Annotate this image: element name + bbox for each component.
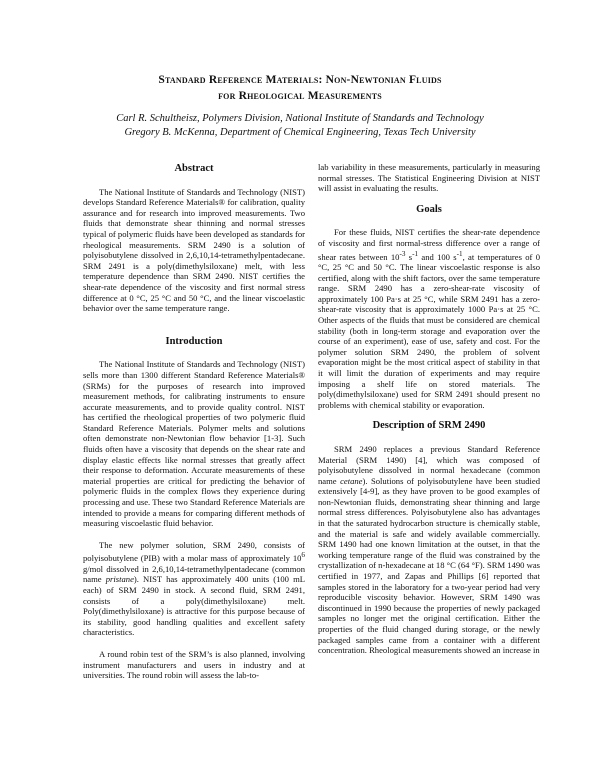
introduction-paragraph-1: The National Institute of Standards and Technology (NIST) sells more than 1300 different Standard Reference Materials® (SRMs) for the purposes of research into improved measurement methods, for calibrating instruments to ensure accurate measurements, and to provide quality control. NIST has certified the rheological properties of two polymeric fluid Standard Reference Materials. Polymer melts and solutions often demonstrate non-Newtonian flow behavior [1-3]. Such fluids often have a viscosity that depends on the shear rate and display elastic effects like normal stresses that greatly affect their response to deformation. Accurate measurements of these material properties are critical for predicting the behavior of polymeric fluids in the complex flows they experience during processing and use. These two Standard Reference Materials are intended to provide a means for comparing different methods of measuring viscoelastic fluid behavior.	[83, 359, 305, 529]
right-column	[318, 162, 540, 667]
left-column	[83, 160, 305, 692]
introduction-heading: Introduction	[165, 335, 223, 347]
title-line-2: for Rheological Measurements	[218, 90, 382, 102]
paper-title	[40, 72, 560, 104]
introduction-paragraph-3-continued: lab variability in these measurements, particularly in measuring normal stresses. The Statistical Engineering Division at NIST will assist in evaluating the results.	[318, 162, 540, 194]
introduction-paragraph-3: A round robin test of the SRM’s is also planned, involving instrument manufacturers and users in industry and at universities. The round robin will assess the lab-to-	[83, 649, 305, 681]
abstract-heading: Abstract	[174, 163, 214, 174]
title-line-1: Standard Reference Materials: Non-Newtonian Fluids	[158, 74, 442, 86]
description-heading: Description of SRM 2490	[372, 420, 486, 432]
introduction-paragraph-2: The new polymer solution, SRM 2490, consists of polyisobutylene (PIB) with a molar mass of approximately $10^6$ g/mol dissolved in 2,6,10,14-tetramethylpentadecane (common name pristane). NIST has approximately 400 units (100 mL each) of SRM 2490 in stock. A second fluid, SRM 2491, consists of a poly(dimethylsiloxane) melt. Poly(dimethylsiloxane) is attractive for this purpose because of its stability, good handling qualities and excellent safety characteristics.	[83, 539, 306, 638]
goals-paragraph: For these fluids, NIST certifies the shear-rate dependence of viscosity and first normal-stress difference over a range of shear rates between $10^{-3}$ $s^{-1}$ and 100 $s^{-1}$, at temperatures of 0 °C, 25 °C and 50 °C. The linear viscoelastic response is also certified, along with the shift factors, over the same temperature range. SRM 2490 has a zero-shear-rate viscosity of approximately 100 Pa·s at 25 °C, while SRM 2491 has a zero-shear-rate viscosity that is approximately 1000 Pa·s at 25 °C. Other aspects of the fluids that must be considered are chemical stability (both in long-term storage and evaporation over the course of an experiment), ease of use, safety and cost. For the polymer solution SRM 2490, the problem of solvent evaporation might be the most critical aspect of stability in that it will limit the duration of experiments and may require imposing a shelf life on stored materials. The poly(dimethylsiloxane) used for SRM 2491 should present no problems with chemical stability or evaporation.	[318, 227, 541, 410]
author-line-1: Carl R. Schultheisz, Polymers Division, National Institute of Standards and Technology	[116, 113, 484, 124]
description-paragraph: SRM 2490 replaces a previous Standard Reference Material (SRM 1490) [4], which was composed of polyisobutylene dissolved in normal hexadecane (common name cetane). Solutions of polyisobutylene have been studied extensively [4-9], as they have proven to be good examples of non-Newtonian fluids, demonstrating shear thinning and large normal stress differences. Polyisobutylene also has advantages in that the saturated hydrocarbon structure is chemically stable, and the material is safe and widely available commercially. SRM 1490 had one known limitation at the outset, in that the working temperature range of the fluid was constrained by the crystallization of n-hexadecane at 18 °C (64 °F). SRM 1490 was certified in 1977, and Zapas and Phillips [6] reported that samples stored in the laboratory for a two-year period had very reproducible viscosity behavior. However, SRM 1490 was discontinued in 1990 because the properties of newly packaged samples no longer met the original certification. Either the properties of the fluid changed during storage, or the newly packaged samples came from a container with a different concentration. Rheological measurements showed an increase in	[318, 443, 540, 656]
abstract-paragraph: The National Institute of Standards and Technology (NIST) develops Standard Reference Materials® for calibration, quality assurance and for research into improved measurements. Two fluids that demonstrate shear thinning and normal stresses typical of polymeric fluids have been developed as standards for rheological measurements. SRM 2490 is a solution of polyisobutylene dissolved in 2,6,10,14-tetramethylpentadecane. SRM 2491 is a poly(dimethylsiloxane) melt, with less temperature dependence than SRM 2490. NIST certifies the shear-rate dependence of the viscosity and first normal stress difference at 0 °C, 25 °C and 50 °C, and the linear viscoelastic behavior over the same temperature range.	[83, 186, 305, 314]
author-line-2: Gregory B. McKenna, Department of Chemical Engineering, Texas Tech University	[124, 127, 476, 138]
goals-heading: Goals	[416, 203, 442, 215]
author-block	[40, 112, 560, 140]
